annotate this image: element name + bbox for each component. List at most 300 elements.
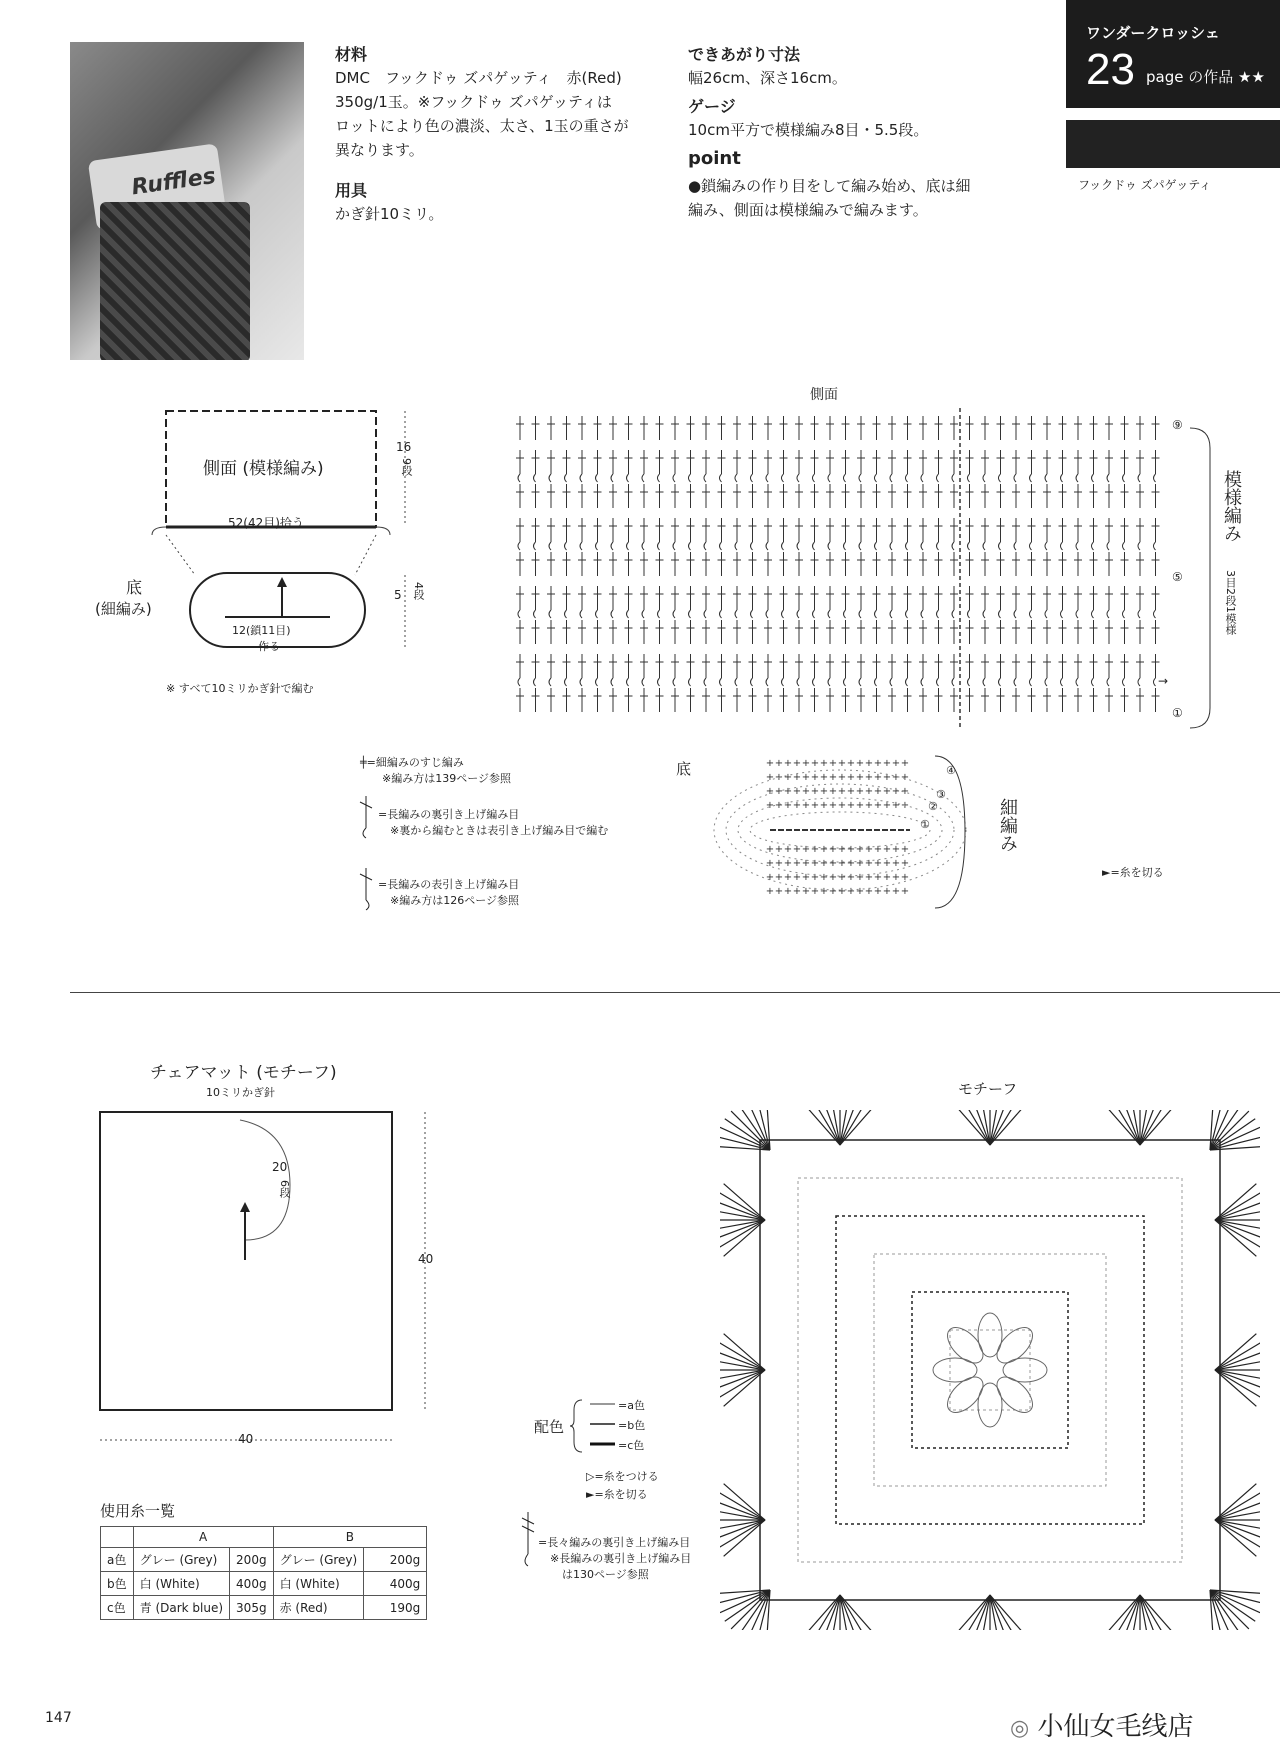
stitch-symbol — [687, 450, 695, 482]
stitch-symbol — [888, 688, 896, 712]
stitch-symbol — [966, 552, 974, 576]
stitch-symbol — [1105, 518, 1113, 550]
stitch-symbol: + — [774, 786, 784, 797]
stitch-symbol — [857, 484, 865, 508]
stitch-symbol — [919, 552, 927, 576]
stitch-symbol: + — [882, 886, 892, 897]
stitch-symbol — [532, 450, 540, 482]
stitch-symbol — [749, 620, 757, 644]
stitch-symbol — [1012, 586, 1020, 618]
stitch-symbol — [1090, 620, 1098, 644]
page-number: 147 — [45, 1710, 72, 1726]
legend-symbol-2 — [356, 794, 376, 842]
stitch-symbol — [687, 586, 695, 618]
center-petal — [1003, 1358, 1047, 1382]
stitch-symbol: + — [819, 772, 829, 783]
stitch-symbol — [640, 620, 648, 644]
finished-text: 幅26cm、深さ16cm。 — [688, 69, 847, 87]
stitch-symbol — [811, 518, 819, 550]
stitch-symbol: + — [846, 858, 856, 869]
mat-radius-rows: 6段 — [278, 1180, 291, 1198]
stitch-symbol: + — [837, 872, 847, 883]
stitch-symbol — [656, 484, 664, 508]
stitch-symbol — [718, 620, 726, 644]
stitch-symbol — [547, 654, 555, 686]
stitch-symbol — [935, 552, 943, 576]
stitch-symbol — [950, 450, 958, 482]
stitch-symbol: + — [774, 872, 784, 883]
stitch-symbol — [1059, 484, 1067, 508]
wechat-icon: ◎ — [1010, 1716, 1030, 1741]
fan-stitch — [720, 1351, 765, 1370]
stitch-symbol — [1105, 688, 1113, 712]
stitch-symbol — [671, 620, 679, 644]
stitch-symbol — [873, 484, 881, 508]
stitch-symbol — [563, 416, 571, 440]
stitch-symbol — [826, 620, 834, 644]
stitch-symbol: + — [882, 758, 892, 769]
stitch-symbol — [532, 484, 540, 508]
stitch-symbol: + — [846, 800, 856, 811]
stitch-symbol — [718, 484, 726, 508]
stitch-symbol — [640, 450, 648, 482]
stitch-symbol — [795, 484, 803, 508]
cut-yarn-text: =糸を切る — [1110, 866, 1164, 879]
stitch-symbol — [718, 450, 726, 482]
stitch-symbol — [656, 552, 664, 576]
stitch-symbol — [625, 688, 633, 712]
stitch-symbol — [842, 586, 850, 618]
stitch-symbol — [578, 416, 586, 440]
stitch-symbol — [733, 654, 741, 686]
center-petal — [978, 1313, 1002, 1357]
stitch-symbol — [919, 416, 927, 440]
stitch-symbol: + — [864, 758, 874, 769]
stitch-symbol — [671, 552, 679, 576]
stitch-symbol: + — [765, 772, 775, 783]
center-petal — [933, 1358, 977, 1382]
yarn-swatch-caption: フックドゥ ズパゲッティ — [1078, 178, 1212, 192]
stitch-symbol — [640, 586, 648, 618]
stitch-symbol — [671, 416, 679, 440]
stitch-symbol: + — [792, 800, 802, 811]
yarn-swatch — [1066, 120, 1280, 168]
stitch-symbol — [811, 552, 819, 576]
series-page-number: 23 — [1086, 45, 1135, 94]
fan-stitch — [1210, 1590, 1249, 1629]
stitch-symbol — [1028, 552, 1036, 576]
stitch-symbol — [935, 450, 943, 482]
stitch-symbol — [1105, 484, 1113, 508]
motif-round — [760, 1140, 1220, 1600]
stitch-symbol — [795, 450, 803, 482]
stitch-symbol — [780, 552, 788, 576]
stitch-symbol — [578, 450, 586, 482]
stitch-symbol — [919, 450, 927, 482]
stitch-symbol — [609, 688, 617, 712]
stitch-symbol — [1136, 586, 1144, 618]
chair-mat-schematic — [90, 1100, 450, 1460]
legend-item-3: =長編みの表引き上げ編み目 — [378, 878, 520, 891]
stitch-symbol — [749, 518, 757, 550]
fan-stitch — [1215, 1220, 1260, 1239]
stitch-symbol — [671, 654, 679, 686]
motif-stitch-drawing — [720, 1110, 1260, 1630]
stitch-symbol — [1090, 586, 1098, 618]
stitch-symbol — [578, 518, 586, 550]
stitch-symbol — [919, 586, 927, 618]
stitch-symbol: + — [900, 858, 910, 869]
stitch-symbol: + — [765, 800, 775, 811]
stitch-symbol — [578, 552, 586, 576]
fan-stitch — [1215, 1520, 1256, 1556]
fan-stitch — [724, 1520, 765, 1556]
stitch-symbol — [1059, 620, 1067, 644]
stitch-symbol — [625, 586, 633, 618]
stitch-symbol — [1152, 620, 1160, 644]
stitch-symbol — [811, 586, 819, 618]
stitch-symbol — [733, 586, 741, 618]
stitch-symbol — [981, 518, 989, 550]
stitch-symbol — [1012, 484, 1020, 508]
stitch-symbol — [609, 450, 617, 482]
bottom-make-label: 作る — [258, 640, 280, 653]
stitch-symbol: + — [864, 886, 874, 897]
row-5-marker: ⑤ — [1172, 570, 1183, 584]
stitch-symbol — [997, 620, 1005, 644]
stitch-symbol: + — [792, 758, 802, 769]
stitch-symbol: + — [801, 872, 811, 883]
stitch-symbol — [532, 688, 540, 712]
materials-line: 350g/1玉。※フックドゥ ズパゲッティは — [335, 93, 612, 111]
stitch-symbol — [888, 586, 896, 618]
point-line: ●鎖編みの作り目をして編み始め、底は細 — [688, 177, 971, 195]
stitch-symbol: + — [873, 772, 883, 783]
color-c: =c色 — [618, 1439, 645, 1452]
stitch-symbol — [640, 654, 648, 686]
stitch-symbol — [826, 688, 834, 712]
row-direction-arrow: → — [1158, 674, 1169, 688]
stitch-symbol — [1152, 450, 1160, 482]
stitch-symbol — [888, 518, 896, 550]
stitch-symbol — [594, 484, 602, 508]
stitch-symbol — [919, 620, 927, 644]
stitch-symbol — [842, 518, 850, 550]
stitch-symbol: + — [846, 886, 856, 897]
stitch-symbol — [780, 484, 788, 508]
b-yarn: 赤 (Red) — [273, 1596, 364, 1620]
gauge-heading: ゲージ — [688, 97, 736, 116]
materials-line: DMC フックドゥ ズパゲッティ 赤(Red) — [335, 69, 622, 87]
stitch-symbol: + — [828, 858, 838, 869]
stitch-symbol — [594, 450, 602, 482]
stitch-symbol — [578, 484, 586, 508]
stitch-symbol: + — [846, 844, 856, 855]
row-key: a色 — [101, 1548, 134, 1572]
stitch-symbol — [1043, 552, 1051, 576]
stitch-symbol — [1105, 586, 1113, 618]
round-3: ③ — [936, 788, 946, 801]
stitch-symbol — [656, 620, 664, 644]
stitch-symbol — [811, 450, 819, 482]
stitch-symbol — [1074, 620, 1082, 644]
stitch-symbol — [935, 586, 943, 618]
stitch-symbol — [1059, 552, 1067, 576]
stitch-symbol — [1152, 688, 1160, 712]
stitch-symbol — [935, 518, 943, 550]
stitch-symbol — [1074, 484, 1082, 508]
motif-stitch-note-2: は130ページ参照 — [562, 1568, 649, 1581]
stitch-symbol — [687, 654, 695, 686]
side-width-label: 52(42目)拾う — [228, 516, 304, 530]
stitch-symbol — [950, 620, 958, 644]
stitch-symbol — [547, 586, 555, 618]
stitch-symbol — [1028, 654, 1036, 686]
fan-stitch — [1215, 1334, 1256, 1370]
legend-text: =細編みのすじ編み — [366, 756, 464, 769]
stitch-symbol — [950, 552, 958, 576]
a-yarn: 青 (Dark blue) — [133, 1596, 229, 1620]
table-row — [101, 1596, 427, 1620]
b-amount: 400g — [364, 1572, 427, 1596]
stitch-symbol — [966, 450, 974, 482]
stitch-symbol — [1059, 654, 1067, 686]
stitch-symbol: + — [891, 844, 901, 855]
stitch-symbol — [1121, 450, 1129, 482]
stitch-symbol: + — [801, 800, 811, 811]
stitch-symbol — [532, 552, 540, 576]
motif-stitch-legend: =長々編みの裏引き上げ編み目 — [538, 1536, 691, 1549]
stitch-symbol — [966, 586, 974, 618]
attach-text: =糸をつける — [594, 1470, 659, 1483]
fan-stitch — [1215, 1520, 1260, 1539]
stitch-symbol — [1090, 518, 1098, 550]
stitch-symbol — [795, 518, 803, 550]
stitch-symbol: + — [882, 786, 892, 797]
cut-arrow-icon: ► — [586, 1488, 595, 1501]
a-yarn: 白 (White) — [133, 1572, 229, 1596]
stitch-symbol: + — [891, 772, 901, 783]
stitch-symbol — [888, 552, 896, 576]
motif-round — [950, 1330, 1030, 1410]
stitch-symbol: + — [855, 758, 865, 769]
stitch-symbol — [826, 484, 834, 508]
side-panel-title: 側面 (模様編み) — [203, 459, 324, 479]
stitch-symbol — [904, 620, 912, 644]
stitch-symbol — [625, 552, 633, 576]
stitch-symbol — [609, 552, 617, 576]
stitch-symbol — [904, 688, 912, 712]
stitch-symbol — [733, 518, 741, 550]
stitch-symbol — [888, 450, 896, 482]
legend-symbol-3 — [356, 866, 376, 914]
stitch-symbol — [516, 450, 524, 482]
stitch-symbol — [687, 416, 695, 440]
stitch-symbol: + — [774, 844, 784, 855]
stitch-symbol — [656, 688, 664, 712]
stitch-symbol — [1121, 518, 1129, 550]
stitch-symbol — [811, 688, 819, 712]
stitch-symbol — [764, 688, 772, 712]
side-stitch-grid — [516, 416, 1160, 712]
stitch-symbol — [640, 688, 648, 712]
basket-note: ※ すべて10ミリかぎ針で編む — [166, 682, 314, 695]
stitch-symbol: + — [900, 786, 910, 797]
stitch-symbol — [950, 688, 958, 712]
watermark — [1010, 1706, 1193, 1743]
stitch-symbol: + — [801, 786, 811, 797]
stitch-symbol: + — [792, 886, 802, 897]
stitch-symbol — [718, 416, 726, 440]
stitch-symbol: + — [792, 772, 802, 783]
fan-stitch — [1215, 1501, 1260, 1520]
stitch-symbol — [671, 518, 679, 550]
stitch-symbol: + — [819, 858, 829, 869]
stitch-symbol — [594, 688, 602, 712]
stitch-symbol — [671, 586, 679, 618]
stitch-symbol — [640, 552, 648, 576]
stitch-symbol — [516, 416, 524, 440]
stitch-symbol — [1043, 620, 1051, 644]
mat-radius-label: 20 — [272, 1160, 288, 1174]
stitch-symbol — [516, 620, 524, 644]
stitch-symbol — [764, 620, 772, 644]
stitch-symbol — [873, 552, 881, 576]
stitch-symbol — [532, 620, 540, 644]
stitch-symbol — [609, 586, 617, 618]
stitch-symbol — [950, 518, 958, 550]
center-petal — [991, 1371, 1039, 1419]
materials-line: 異なります。 — [335, 141, 424, 159]
b-yarn: 白 (White) — [273, 1572, 364, 1596]
stitch-symbol — [873, 450, 881, 482]
stitch-symbol — [966, 688, 974, 712]
stitch-symbol — [656, 450, 664, 482]
motif-stitch-chart — [720, 1110, 1260, 1630]
stitch-symbol — [981, 586, 989, 618]
stitch-symbol — [625, 484, 633, 508]
stitch-symbol — [1121, 688, 1129, 712]
stitch-symbol: + — [837, 758, 847, 769]
stitch-symbol — [733, 688, 741, 712]
stitch-symbol — [811, 416, 819, 440]
stitch-symbol — [780, 654, 788, 686]
color-legend-label: 配色 — [534, 1418, 565, 1436]
stitch-symbol: + — [783, 786, 793, 797]
stitch-symbol — [919, 688, 927, 712]
stitch-symbol — [1074, 450, 1082, 482]
finished-heading: できあがり寸法 — [688, 45, 801, 64]
stitch-symbol — [1105, 620, 1113, 644]
stitch-symbol: + — [873, 858, 883, 869]
point-text — [688, 174, 1048, 222]
stitch-symbol — [780, 518, 788, 550]
stitch-symbol — [919, 518, 927, 550]
stitch-symbol — [656, 518, 664, 550]
stitch-symbol — [997, 654, 1005, 686]
bottom-bracket — [935, 756, 965, 908]
stitch-symbol — [826, 416, 834, 440]
guide-line — [355, 535, 376, 575]
stitch-symbol — [1043, 416, 1051, 440]
stitch-symbol: + — [855, 772, 865, 783]
stitch-symbol: + — [819, 844, 829, 855]
stitch-symbol: + — [891, 786, 901, 797]
stitch-symbol — [981, 552, 989, 576]
bottom-height-label: 5 — [394, 588, 402, 602]
stitch-symbol — [733, 450, 741, 482]
stitch-symbol — [578, 688, 586, 712]
stitch-symbol: + — [819, 800, 829, 811]
stitch-symbol — [516, 484, 524, 508]
yarn-table — [100, 1526, 427, 1620]
stitch-symbol — [842, 484, 850, 508]
stitch-symbol — [594, 620, 602, 644]
stitch-symbol — [873, 688, 881, 712]
stitch-symbol — [904, 416, 912, 440]
stitch-symbol — [594, 518, 602, 550]
stitch-symbol — [749, 416, 757, 440]
stitch-symbol — [997, 450, 1005, 482]
stitch-symbol — [1074, 688, 1082, 712]
stitch-symbol — [842, 416, 850, 440]
chair-mat-hook: 10ミリかぎ針 — [206, 1086, 275, 1099]
stitch-symbol — [656, 586, 664, 618]
stitch-symbol: + — [810, 886, 820, 897]
stitch-symbol — [671, 688, 679, 712]
point-line: 編み、側面は模様編みで編みます。 — [688, 201, 928, 219]
stitch-symbol — [1090, 654, 1098, 686]
stitch-symbol — [826, 518, 834, 550]
stitch-symbol: + — [837, 772, 847, 783]
stitch-symbol — [656, 416, 664, 440]
stitch-symbol — [733, 552, 741, 576]
stitch-symbol — [904, 450, 912, 482]
stitch-symbol — [563, 654, 571, 686]
stitch-symbol: + — [882, 772, 892, 783]
stitch-symbol — [842, 450, 850, 482]
stitch-symbol — [1028, 484, 1036, 508]
stitch-symbol: + — [765, 786, 775, 797]
b-amount: 190g — [364, 1596, 427, 1620]
stitch-symbol: + — [819, 786, 829, 797]
stitch-symbol — [1012, 416, 1020, 440]
fan-stitch — [731, 1111, 770, 1150]
stitch-symbol — [935, 416, 943, 440]
row-1-marker: ① — [1172, 706, 1183, 720]
stitch-symbol — [795, 552, 803, 576]
motif-stitch-symbol — [518, 1510, 538, 1570]
stitch-symbol: + — [783, 872, 793, 883]
stitch-symbol: + — [819, 886, 829, 897]
stitch-symbol: + — [810, 786, 820, 797]
stitch-symbol: + — [855, 844, 865, 855]
yarn-table-title: 使用糸一覧 — [100, 1502, 176, 1520]
crochet-basket-image — [100, 202, 250, 360]
stitch-symbol — [702, 484, 710, 508]
a-amount: 200g — [230, 1548, 274, 1572]
stitch-symbol: + — [792, 858, 802, 869]
stitch-symbol — [547, 484, 555, 508]
stitch-symbol — [1028, 518, 1036, 550]
stitch-symbol — [671, 484, 679, 508]
stitch-symbol — [1105, 654, 1113, 686]
b-amount: 200g — [364, 1548, 427, 1572]
stitch-symbol — [609, 654, 617, 686]
materials-heading: 材料 — [335, 45, 368, 64]
stitch-symbol — [1059, 518, 1067, 550]
stitch-symbol: + — [873, 844, 883, 855]
